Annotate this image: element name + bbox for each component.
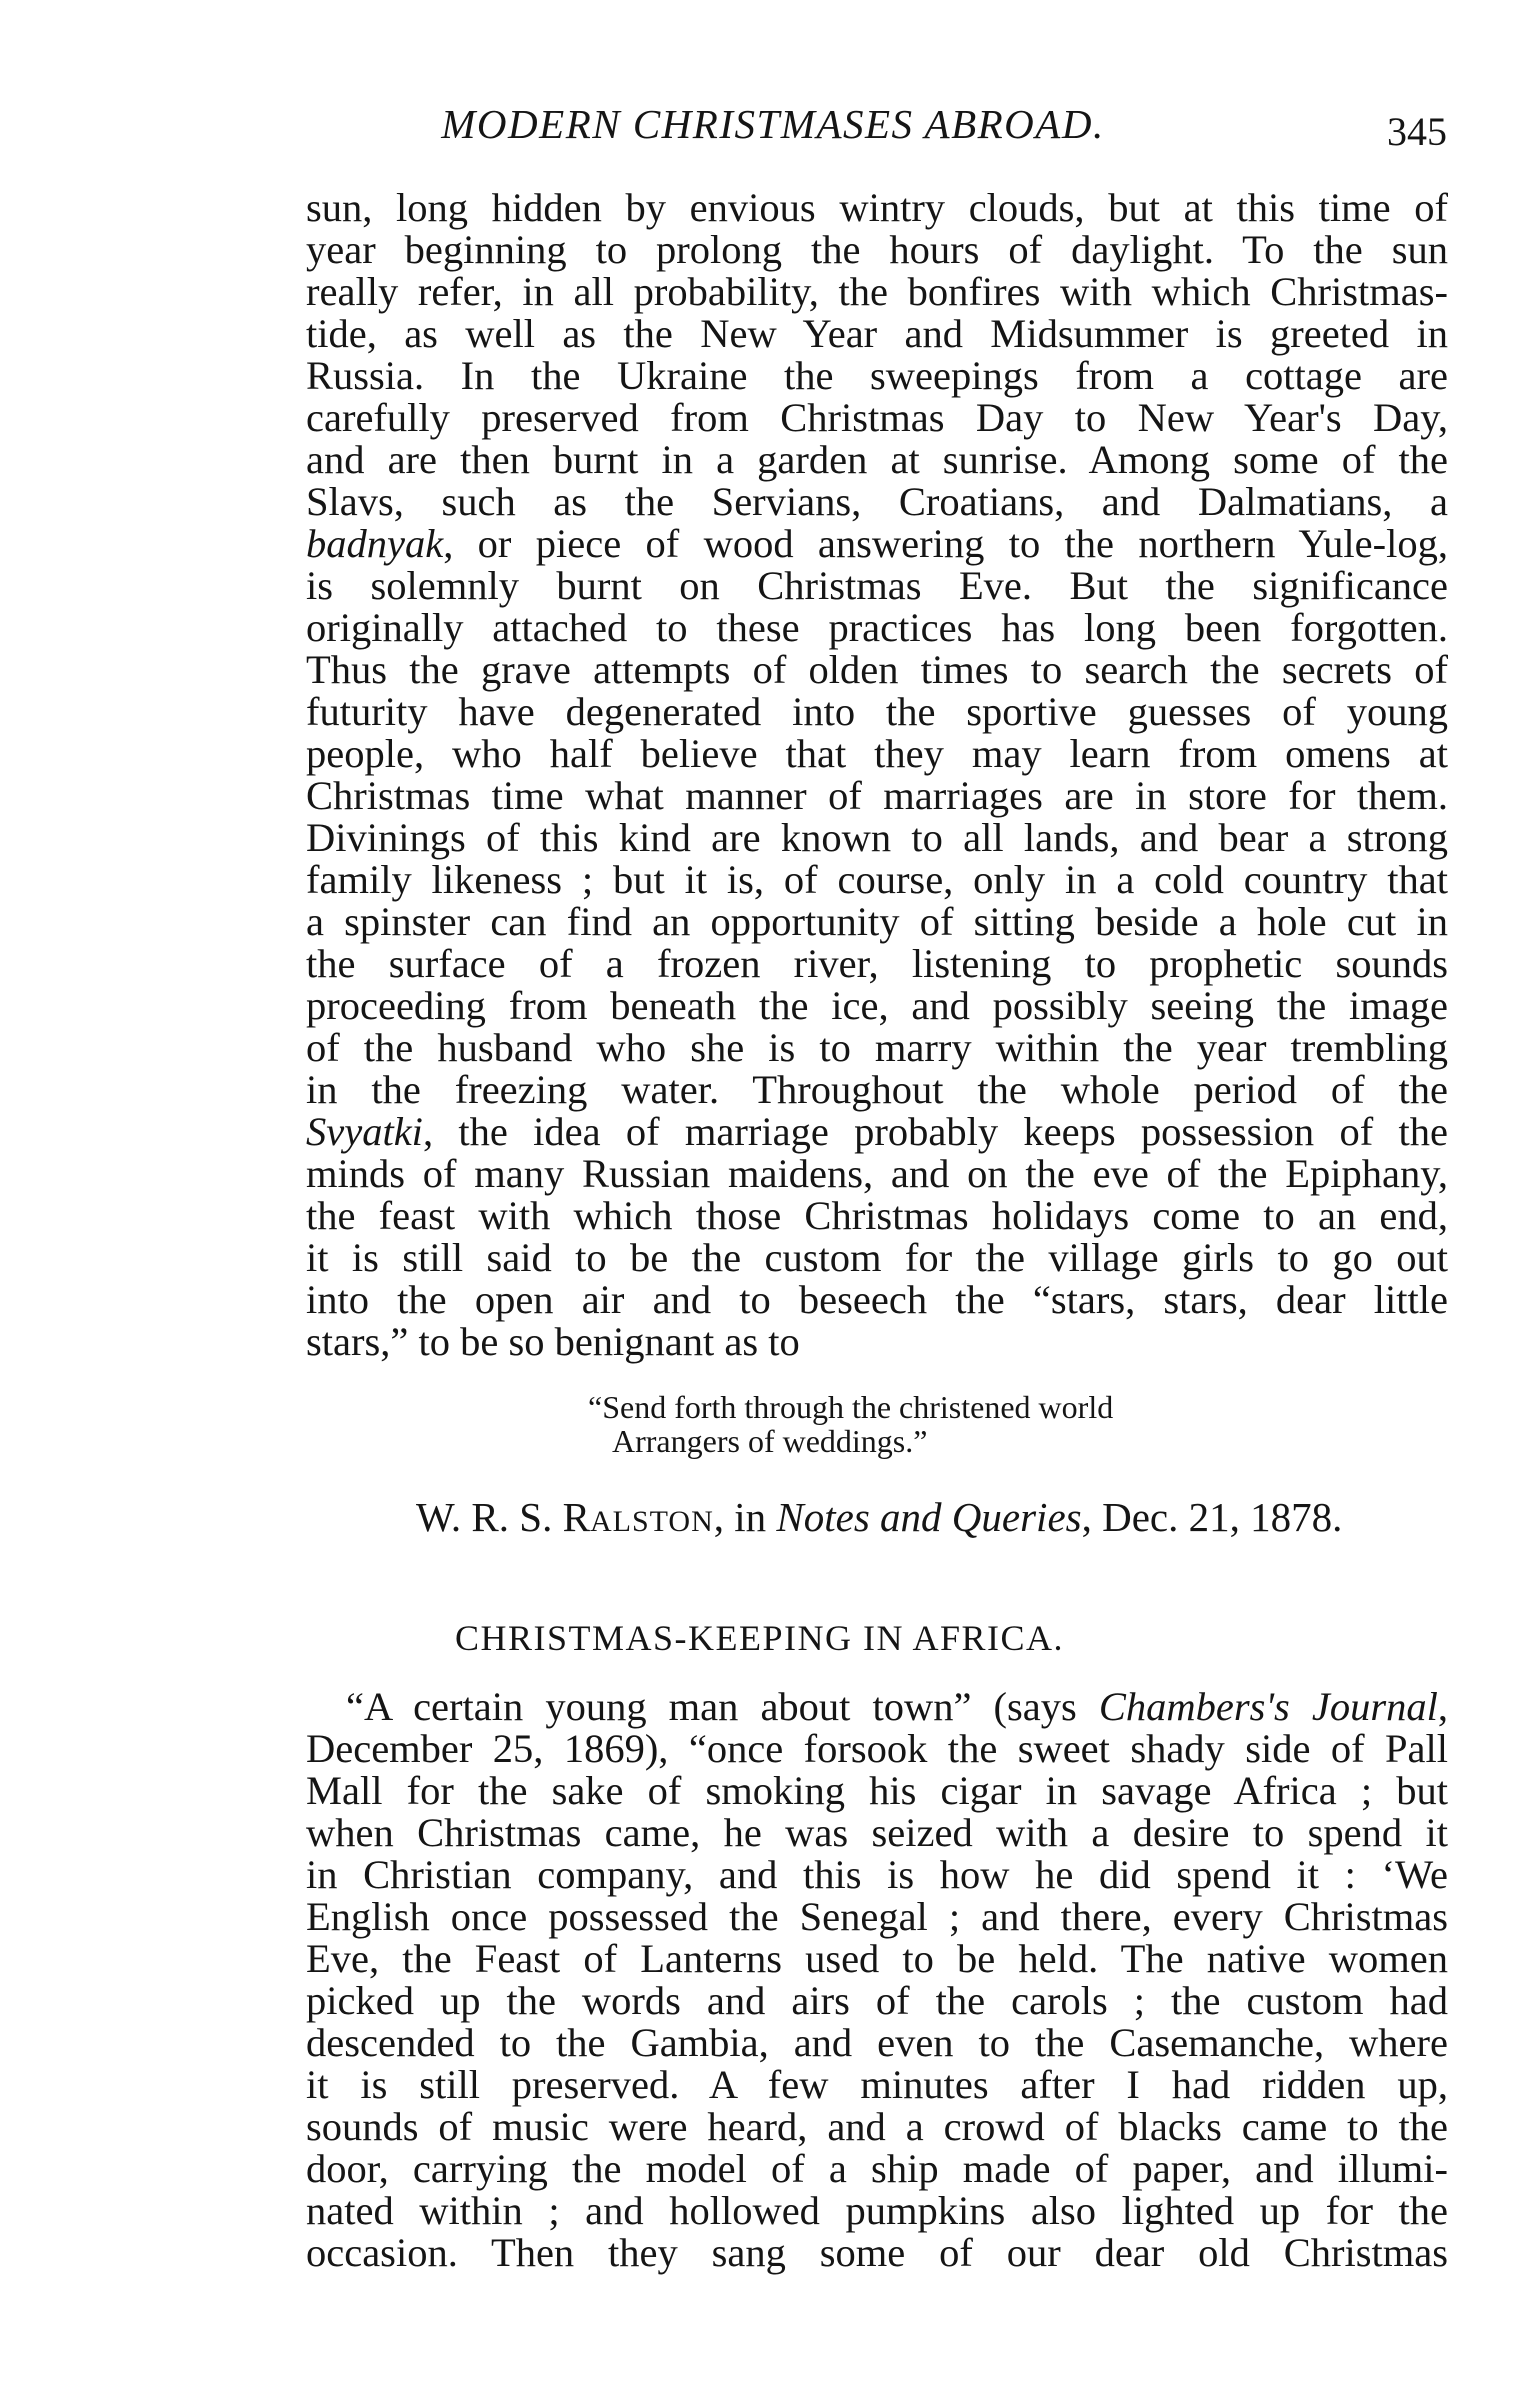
verse-quote-line: Arrangers of weddings.” (612, 1423, 928, 1459)
text-line: is solemnly burnt on Christmas Eve. But the significance (306, 563, 1448, 608)
text-line: futurity have degenerated into the sportive guesses of young (306, 689, 1448, 734)
text-line: badnyak, or piece of wood answering to the northern Yule-log, (306, 521, 1448, 566)
text-line: door, carrying the model of a ship made of paper, and illumi- (306, 2146, 1448, 2191)
text-line: the feast with which those Christmas holidays come to an end, (306, 1193, 1448, 1238)
text-line: people, who half believe that they may learn from omens at (306, 731, 1448, 776)
text-line: sounds of music were heard, and a crowd of blacks came to the (306, 2104, 1448, 2149)
text-line: proceeding from beneath the ice, and possibly seeing the image (306, 983, 1448, 1028)
text-line: of the husband who she is to marry within the year trembling (306, 1025, 1448, 1070)
text-line: and are then burnt in a garden at sunrise. Among some of the (306, 437, 1448, 482)
text-line: descended to the Gambia, and even to the Casemanche, where (306, 2020, 1448, 2065)
section-heading: CHRISTMAS-KEEPING IN AFRICA. (454, 1618, 1065, 1658)
text-line: family likeness ; but it is, of course, only in a cold country that (306, 857, 1448, 902)
text-line: stars,” to be so benignant as to (306, 1319, 800, 1364)
text-line: nated within ; and hollowed pumpkins also lighted up for the (306, 2188, 1448, 2233)
page-number: 345 (1387, 109, 1447, 154)
verse-quote-line: “Send forth through the christened world (588, 1389, 1114, 1425)
text-line: Svyatki, the idea of marriage probably keeps possession of the (306, 1109, 1448, 1154)
text-line: carefully preserved from Christmas Day to New Year's Day, (306, 395, 1448, 440)
text-line: Christmas time what manner of marriages are in store for them. (306, 773, 1448, 818)
text-line: Eve, the Feast of Lanterns used to be held. The native women (306, 1936, 1448, 1981)
text-line: the surface of a frozen river, listening to prophetic sounds (306, 941, 1448, 986)
text-line: year beginning to prolong the hours of daylight. To the sun (306, 227, 1448, 272)
text-line: Thus the grave attempts of olden times to search the secrets of (306, 647, 1448, 692)
text-line: English once possessed the Senegal ; and there, every Christmas (306, 1894, 1448, 1939)
source-title: Chambers's Journal (1098, 1684, 1438, 1729)
italic-term: Svyatki (306, 1109, 423, 1154)
text-line: occasion. Then they sang some of our dear old Christmas (306, 2230, 1448, 2275)
text-line: Mall for the sake of smoking his cigar in savage Africa ; but (306, 1768, 1448, 1813)
text-line: a spinster can find an opportunity of sitting beside a hole cut in (306, 899, 1448, 944)
text-line: “A certain young man about town” (says Chambers's Journal, (346, 1684, 1448, 1729)
text-line: in Christian company, and this is how he did spend it : ‘We (306, 1852, 1448, 1897)
text-line: picked up the words and airs of the carols ; the custom had (306, 1978, 1448, 2023)
text-line: December 25, 1869), “once forsook the sweet shady side of Pall (306, 1726, 1448, 1771)
text-line: minds of many Russian maidens, and on the eve of the Epiphany, (306, 1151, 1448, 1196)
text-line: when Christmas came, he was seized with a desire to spend it (306, 1810, 1448, 1855)
text-line: Russia. In the Ukraine the sweepings from a cottage are (306, 353, 1448, 398)
italic-term: badnyak (306, 521, 444, 566)
text-line: it is still preserved. A few minutes after I had ridden up, (306, 2062, 1448, 2107)
text-line: really refer, in all probability, the bonfires with which Christmas- (306, 269, 1448, 314)
running-head (303, 96, 1463, 156)
text-line: into the open air and to beseech the “stars, stars, dear little (306, 1277, 1448, 1322)
text-line: in the freezing water. Throughout the whole period of the (306, 1067, 1448, 1112)
text-line: Slavs, such as the Servians, Croatians, and Dalmatians, a (306, 479, 1448, 524)
source-title: Notes and Queries (776, 1494, 1082, 1540)
text-line: originally attached to these practices has long been forgotten. (306, 605, 1448, 650)
attribution: W. R. S. RALSTON, in Notes and Queries, Dec. 21, 1878. (416, 1494, 1343, 1540)
text-line: Divinings of this kind are known to all lands, and bear a strong (306, 815, 1448, 860)
running-title: MODERN CHRISTMASES ABROAD. (441, 101, 1105, 147)
text-line: it is still said to be the custom for the village girls to go out (306, 1235, 1448, 1280)
text-line: sun, long hidden by envious wintry clouds, but at this time of (306, 185, 1448, 230)
text-line: tide, as well as the New Year and Midsummer is greeted in (306, 311, 1448, 356)
